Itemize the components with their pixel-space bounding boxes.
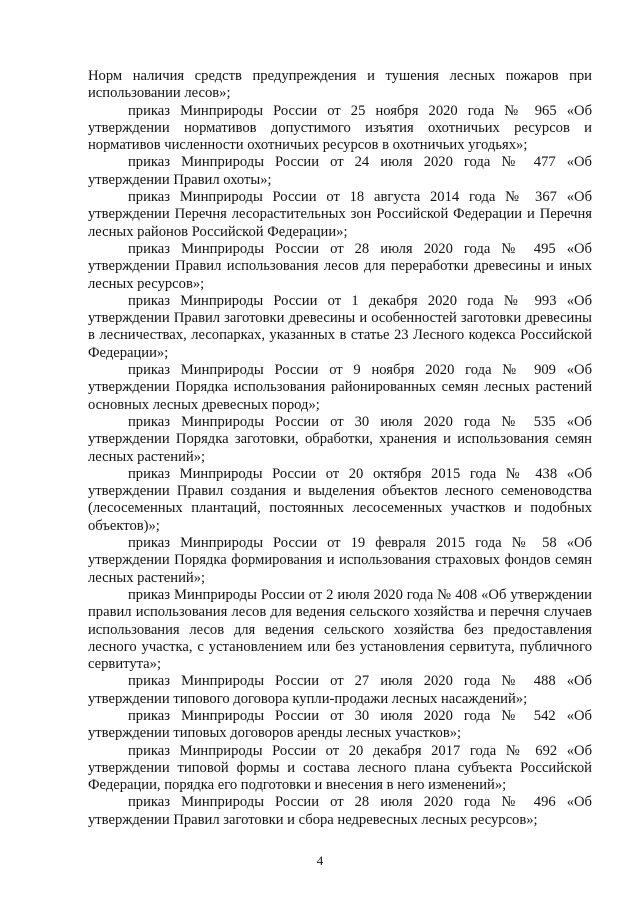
paragraph-order-408: приказ Минприроды России от 2 июля 2020 года № 408 «Об утверждении правил использования лесов для ведения сельского хозяйства и перечня случаев использования лесов для ведения сельского хозяйства без предоставления лесного участка, с установлением или без установления сервитута, публичного сервитута»; bbox=[88, 586, 592, 673]
page-number: 4 bbox=[316, 853, 324, 868]
paragraph-order-438: приказ Минприроды России от 20 октября 2015 года № 438 «Об утверждении Правил создания и выделения объектов лесного семеноводства (лесосеменных плантаций, постоянных лесосеменных участков и подобных объектов)»; bbox=[88, 465, 592, 534]
paragraph-continuation: Норм наличия средств предупреждения и тушения лесных пожаров при использовании лесов»; bbox=[88, 68, 592, 102]
paragraph-order-965: приказ Минприроды России от 25 ноября 2020 года № 965 «Об утверждении нормативов допустимого изъятия охотничьих ресурсов и нормативов численности охотничьих ресурсов в охотничьих угодьях»; bbox=[88, 102, 592, 154]
paragraph-order-495: приказ Минприроды России от 28 июля 2020 года № 495 «Об утверждении Правил использования лесов для переработки древесины и иных лесных ресурсов»; bbox=[88, 240, 592, 292]
paragraph-order-477: приказ Минприроды России от 24 июля 2020 года № 477 «Об утверждении Правил охоты»; bbox=[88, 154, 592, 188]
paragraph-order-367: приказ Минприроды России от 18 августа 2014 года № 367 «Об утверждении Перечня лесорастительных зон Российской Федерации и Перечня лесных районов Российской Федерации»; bbox=[88, 189, 592, 240]
paragraph-order-993: приказ Минприроды России от 1 декабря 2020 года № 993 «Об утверждении Правил заготовки древесины и особенностей заготовки древесины в лесничествах, лесопарках, указанных в статье 23 Лесного кодекса Российской Федерации»; bbox=[88, 292, 592, 361]
paragraph-order-542: приказ Минприроды России от 30 июля 2020 года № 542 «Об утверждении типовых договоров аренды лесных участков»; bbox=[88, 707, 592, 742]
document-body bbox=[88, 68, 592, 829]
paragraph-order-496: приказ Минприроды России от 28 июля 2020 года № 496 «Об утверждении Правил заготовки и сбора недревесных лесных ресурсов»; bbox=[88, 794, 592, 828]
paragraph-order-692: приказ Минприроды России от 20 декабря 2017 года № 692 «Об утверждении типовой формы и состава лесного плана субъекта Российской Федерации, порядка его подготовки и внесения в него изменений»; bbox=[88, 742, 592, 794]
paragraph-order-535: приказ Минприроды России от 30 июля 2020 года № 535 «Об утверждении Порядка заготовки, обработки, хранения и использования семян лесных растений»; bbox=[88, 413, 592, 465]
paragraph-order-488: приказ Минприроды России от 27 июля 2020 года № 488 «Об утверждении типового договора купли-продажи лесных насаждений»; bbox=[88, 673, 592, 707]
paragraph-order-909: приказ Минприроды России от 9 ноября 2020 года № 909 «Об утверждении Порядка использования районированных семян лесных растений основных лесных древесных пород»; bbox=[88, 362, 592, 413]
paragraph-order-58: приказ Минприроды России от 19 февраля 2015 года № 58 «Об утверждении Порядка формирования и использования страховых фондов семян лесных растений»; bbox=[88, 535, 592, 586]
